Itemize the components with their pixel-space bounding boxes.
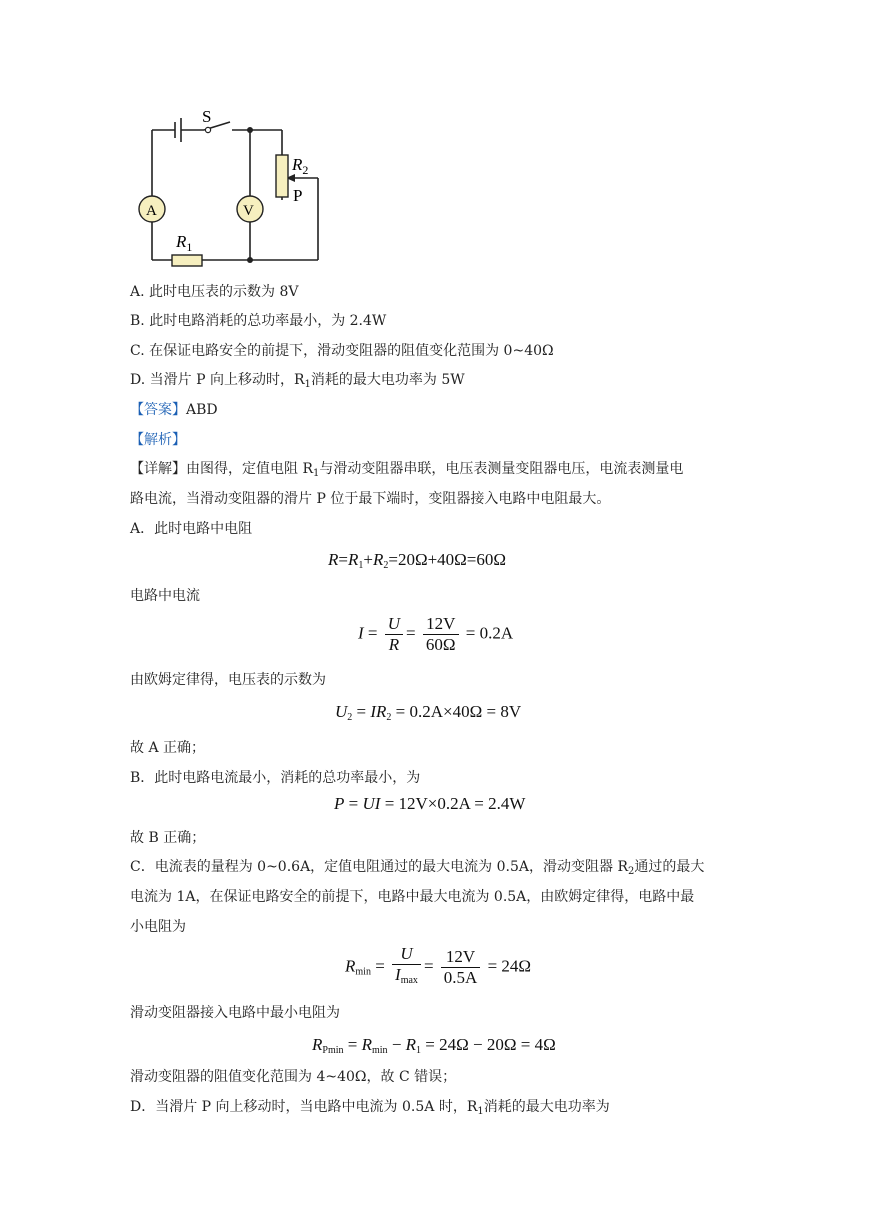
section-a-conclusion: 故 A 正确； [130, 740, 206, 756]
equation-total-resistance: $R=R_1+R_2=20\Omega+40\Omega=60\Omega$ [328, 550, 507, 571]
slider-label: P [293, 186, 303, 205]
resistor-r1 [172, 255, 202, 266]
section-c-range: 滑动变阻器的阻值变化范围为 4~40Ω，故 C 错误； [130, 1069, 457, 1085]
section-c-line-2: 电流为 1A，在保证电路安全的前提下，电路中最大电流为 0.5A，由欧姆定律得，电路中最 [130, 889, 695, 905]
section-c-slider-label: 滑动变阻器接入电路中最小电阻为 [130, 1005, 340, 1021]
switch-label: S [202, 107, 212, 126]
section-a-ohm-label: 由欧姆定律得，电压表的示数为 [130, 672, 326, 688]
equation-voltage: $U_2 = IR_2 = 0.2A\times 40\Omega = 8V$ [335, 702, 522, 723]
answer-line [130, 400, 218, 420]
switch-contact [205, 127, 210, 132]
equation-slider-min: $R_{Pmin} = R_{min} - R_1 = 24\Omega - 20\Omega = 4\Omega$ [312, 1035, 556, 1056]
analysis-tag: 【解析】 [130, 432, 186, 448]
voltmeter-label: V [243, 203, 254, 219]
option-b: B. 此时电路消耗的总功率最小，为 2.4W [130, 313, 387, 329]
option-a: A. 此时电压表的示数为 8V [130, 284, 299, 300]
r1-label: $R_1$ [176, 232, 193, 254]
answer-tag: 【答案】 [130, 402, 186, 418]
circuit-diagram [130, 100, 330, 275]
section-b-intro: B．此时电路电流最小，消耗的总功率最小，为 [130, 770, 421, 786]
junction-bottom [247, 257, 253, 263]
equation-current: I = $\frac{U}{R}$ = $\frac{12V}{60\Omega}$ = 0.2A [358, 614, 514, 654]
detail-line-1: 【详解】由图得，定值电阻 $R_1$与滑动变阻器串联，电压表测量变阻器电压，电流表测量电 [130, 461, 684, 479]
section-c-line-3: 小电阻为 [130, 919, 186, 935]
section-c-line-1: C．电流表的量程为 0~0.6A，定值电阻通过的最大电流为 0.5A，滑动变阻器 $R_2$通过的最大 [130, 859, 705, 877]
section-a-intro: A．此时电路中电阻 [130, 521, 253, 537]
r2-label: $R_2$ [292, 155, 309, 177]
detail-line-2: 路电流，当滑动变阻器的滑片 P 位于最下端时，变阻器接入电路中电阻最大。 [130, 491, 611, 507]
equation-min-resistance: $R_{min}$ = $\frac{U}{I_{max}}$ = $\frac{12V}{0.5A}$ = 24Ω [345, 944, 532, 987]
resistor-r2 [276, 155, 288, 197]
option-c: C. 在保证电路安全的前提下，滑动变阻器的阻值变化范围为 0~40Ω [130, 343, 554, 359]
option-d: D. 当滑片 P 向上移动时，$R_1$消耗的最大电功率为 5W [130, 372, 465, 390]
junction-top [247, 127, 253, 133]
answer-value: ABD [186, 402, 218, 418]
equation-power: P = UI = 12V×0.2A = 2.4W [334, 794, 526, 813]
section-d-line-1: D．当滑片 P 向上移动时，当电路中电流为 0.5A 时，$R_1$消耗的最大电功率为 [130, 1099, 610, 1117]
section-b-conclusion: 故 B 正确； [130, 830, 206, 846]
section-a-current-label: 电路中电流 [130, 588, 200, 604]
ammeter-label: A [146, 203, 157, 219]
